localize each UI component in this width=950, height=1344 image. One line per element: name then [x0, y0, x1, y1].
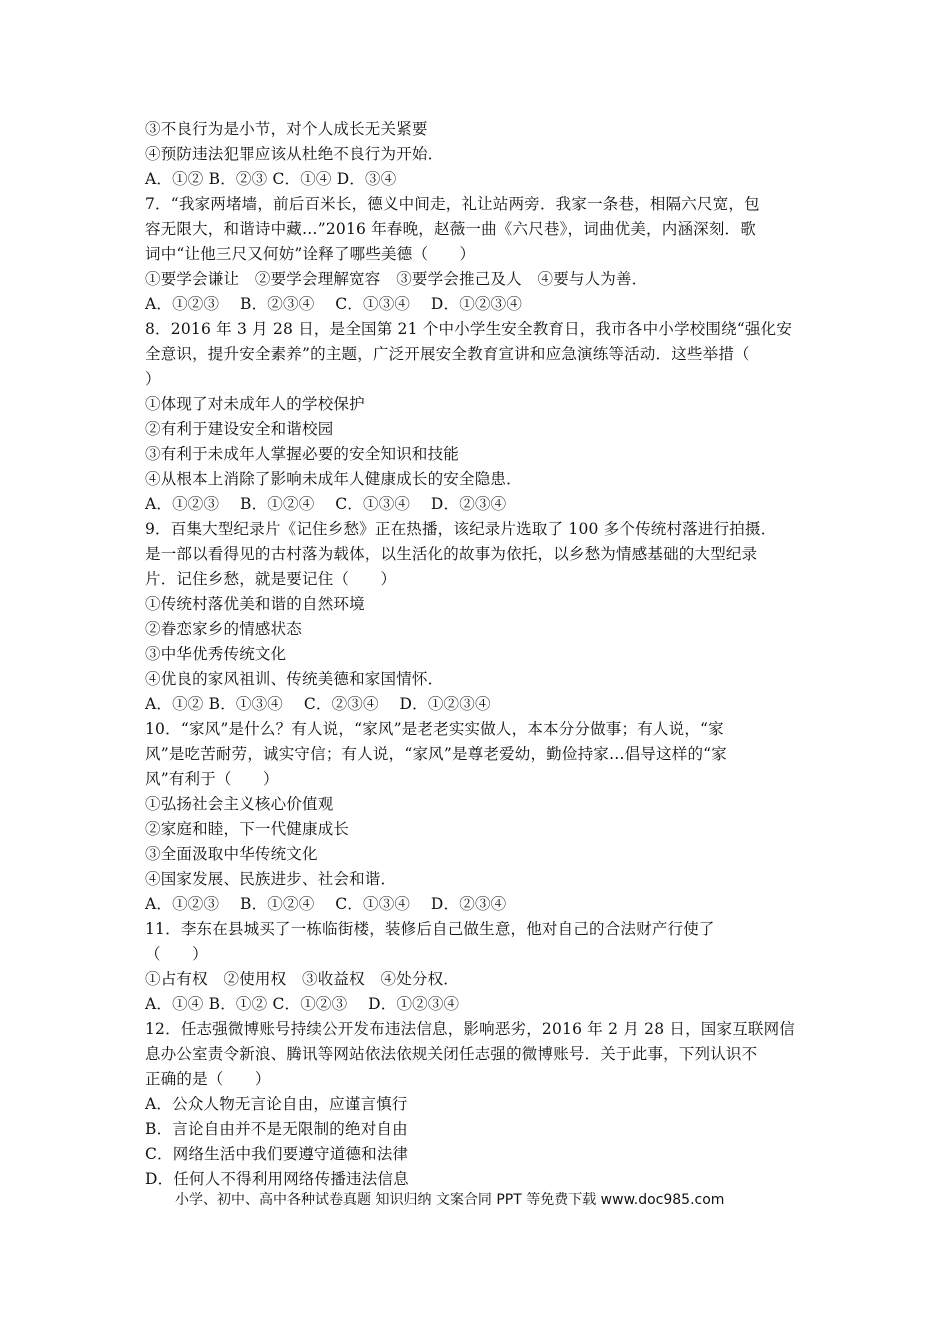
text-line: 风”是吃苦耐劳，诚实守信；有人说，“家风”是尊老爱幼，勤俭持家…倡导这样的“家 — [145, 745, 727, 763]
answer-option-a: A．公众人物无言论自由，应谨言慎行 — [145, 1095, 408, 1113]
text-line: 全意识，提升安全素养”的主题，广泛开展安全教育宣讲和应急演练等活动．这些举措（ — [145, 345, 750, 363]
answer-option-c: C．网络生活中我们要遵守道德和法律 — [145, 1145, 409, 1163]
text-line: ） — [145, 370, 161, 388]
question-8-line: 8．2016 年 3 月 28 日，是全国第 21 个中小学生安全教育日，我市各中小学校围绕“强化安 — [145, 320, 793, 338]
text-line: ①弘扬社会主义核心价值观 — [145, 795, 334, 813]
text-line: ④从根本上消除了影响未成年人健康成长的安全隐患． — [145, 470, 522, 488]
question-9-line: 9．百集大型纪录片《记住乡愁》正在热播，该纪录片选取了 100 多个传统村落进行拍摄． — [145, 520, 777, 538]
question-11-line: 11．李东在县城买了一栋临街楼，装修后自己做生意，他对自己的合法财产行使了 — [145, 920, 715, 938]
question-text-body — [145, 117, 815, 1192]
text-line: ④优良的家风祖训、传统美德和家国情怀． — [145, 670, 444, 688]
text-line: ③全面汲取中华传统文化 — [145, 845, 318, 863]
question-10-line: 10．“家风”是什么？有人说，“家风”是老老实实做人，本本分分做事；有人说，“家 — [145, 720, 724, 738]
text-line: ④国家发展、民族进步、社会和谐． — [145, 870, 397, 888]
question-12-line: 12．任志强微博账号持续公开发布违法信息，影响恶劣，2016 年 2 月 28 日，国家互联网信 — [145, 1020, 795, 1038]
text-line: ②有利于建设安全和谐校园 — [145, 420, 334, 438]
text-line: （ ） — [145, 945, 208, 963]
answer-options-line: A．①④ B．①② C．①②③ D．①②③④ — [145, 995, 460, 1013]
question-7-line: 7．“我家两堵墙，前后百米长，德义中间走，礼让站两旁．我家一条巷，相隔六尺宽，包 — [145, 195, 760, 213]
page-footer: 小学、初中、高中各种试卷真题 知识归纳 文案合同 PPT 等免费下载 www.doc985.com — [175, 1192, 725, 1208]
text-line: ①体现了对未成年人的学校保护 — [145, 395, 365, 413]
text-line: ③有利于未成年人掌握必要的安全知识和技能 — [145, 445, 460, 463]
answer-option-b: B．言论自由并不是无限制的绝对自由 — [145, 1120, 408, 1138]
answer-options-line: A．①②③ B．①②④ C．①③④ D．②③④ — [145, 895, 507, 913]
text-line: 风”有利于（ ） — [145, 770, 279, 788]
text-line: 息办公室责令新浪、腾讯等网站依法依规关闭任志强的微博账号．关于此事，下列认识不 — [145, 1045, 758, 1063]
text-line: 容无限大，和谐诗中藏…”2016 年春晚，赵薇一曲《六尺巷》，词曲优美，内涵深刻．歌 — [145, 220, 756, 238]
text-line: ②家庭和睦，下一代健康成长 — [145, 820, 350, 838]
text-line: ③中华优秀传统文化 — [145, 645, 287, 663]
answer-options-line: A．①②③ B．①②④ C．①③④ D．②③④ — [145, 495, 507, 513]
text-line: 是一部以看得见的古村落为载体，以生活化的故事为依托，以乡愁为情感基础的大型纪录 — [145, 545, 758, 563]
text-line: 词中“让他三尺又何妨”诠释了哪些美德（ ） — [145, 245, 476, 263]
text-line: ③不良行为是小节，对个人成长无关紧要 — [145, 120, 428, 138]
text-line: ①占有权 ②使用权 ③收益权 ④处分权． — [145, 970, 460, 988]
text-line: ④预防违法犯罪应该从杜绝不良行为开始． — [145, 145, 444, 163]
text-line: ①传统村落优美和谐的自然环境 — [145, 595, 365, 613]
text-line: 正确的是（ ） — [145, 1070, 271, 1088]
answer-option-d: D．任何人不得利用网络传播违法信息 — [145, 1170, 409, 1188]
text-line: ①要学会谦让 ②要学会理解宽容 ③要学会推己及人 ④要与人为善． — [145, 270, 648, 288]
answer-options-line: A．①②③ B．②③④ C．①③④ D．①②③④ — [145, 295, 523, 313]
text-line: 片．记住乡愁，就是要记住（ ） — [145, 570, 397, 588]
answer-options-line: A．①② B．①③④ C．②③④ D．①②③④ — [145, 695, 491, 713]
answer-options-line: A．①② B．②③ C．①④ D．③④ — [145, 170, 397, 188]
text-line: ②眷恋家乡的情感状态 — [145, 620, 303, 638]
